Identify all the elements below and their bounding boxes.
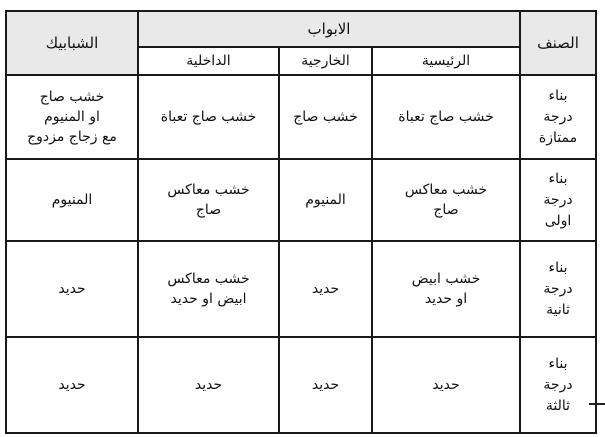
cell-main-door: خشب ابيض او حديد — [372, 241, 520, 337]
header-windows: الشبابيك — [6, 11, 138, 75]
row-grade: بناء درجة اولى — [520, 159, 596, 241]
header-interior-door: الداخلية — [138, 47, 279, 75]
cell-windows: خشب صاج او المنيوم مع زجاج مزدوج — [6, 75, 138, 159]
header-exterior-door: الخارجية — [279, 47, 372, 75]
cell-exterior-door: حديد — [279, 337, 372, 433]
cell-exterior-door: حديد — [279, 241, 372, 337]
cell-interior-door: خشب صاج تعباة — [138, 75, 279, 159]
header-doors: الابواب — [138, 11, 520, 47]
cell-interior-door: حديد — [138, 337, 279, 433]
row-grade: بناء درجة ممتازة — [520, 75, 596, 159]
cell-interior-door: خشب معاكس ابيض او حديد — [138, 241, 279, 337]
cell-exterior-door: خشب صاج — [279, 75, 372, 159]
specification-table — [5, 10, 597, 434]
table-row — [6, 159, 596, 241]
table-row — [6, 337, 596, 433]
cell-main-door: خشب صاج تعباة — [372, 75, 520, 159]
row-grade: بناء درجة ثالثة — [520, 337, 596, 433]
cell-exterior-door: المنيوم — [279, 159, 372, 241]
cell-windows: المنيوم — [6, 159, 138, 241]
table-row — [6, 241, 596, 337]
header-main-door: الرئيسية — [372, 47, 520, 75]
cell-main-door: خشب معاكس صاج — [372, 159, 520, 241]
margin-tick-mark — [589, 403, 605, 405]
cell-windows: حديد — [6, 337, 138, 433]
cell-interior-door: خشب معاكس صاج — [138, 159, 279, 241]
cell-windows: حديد — [6, 241, 138, 337]
row-grade: بناء درجة ثانية — [520, 241, 596, 337]
cell-main-door: حديد — [372, 337, 520, 433]
table-row — [6, 75, 596, 159]
header-category: الصنف — [520, 11, 596, 75]
